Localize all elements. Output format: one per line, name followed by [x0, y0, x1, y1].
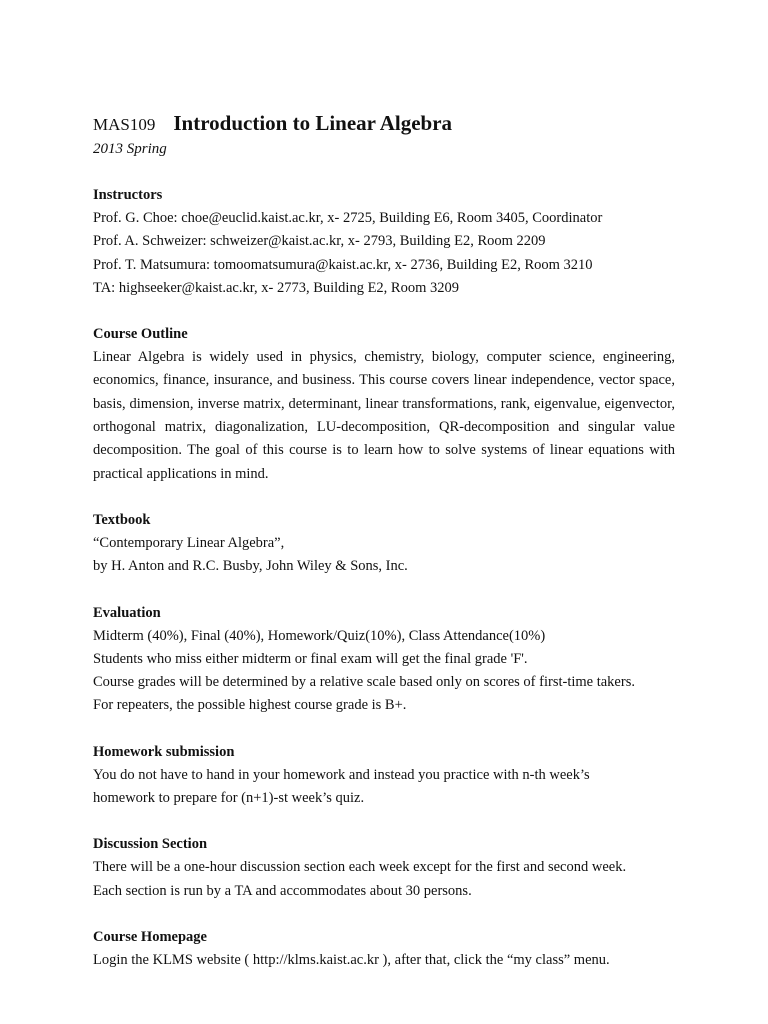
homework-heading: Homework submission [93, 743, 235, 760]
ta-line: TA: highseeker@kaist.ac.kr, x- 2773, Building E2, Room 3209 [93, 279, 460, 296]
textbook-heading: Textbook [93, 511, 151, 528]
instructor-line: Prof. A. Schweizer: schweizer@kaist.ac.kr, x- 2793, Building E2, Room 2209 [93, 233, 546, 250]
evaluation-section [93, 602, 675, 718]
homework-line: You do not have to hand in your homework and instead you practice with n-th week’s [93, 766, 590, 783]
instructor-line: Prof. T. Matsumura: tomoomatsumura@kaist.ac.kr, x- 2736, Building E2, Room 3210 [93, 256, 593, 273]
homepage-line: Login the KLMS website ( http://klms.kaist.ac.kr ), after that, click the “my class” menu. [93, 951, 610, 968]
course-term: 2013 Spring [93, 141, 167, 157]
outline-heading: Course Outline [93, 326, 188, 343]
evaluation-heading: Evaluation [93, 604, 161, 621]
homepage-heading: Course Homepage [93, 928, 207, 945]
homework-line: homework to prepare for (n+1)-st week’s quiz. [93, 790, 365, 807]
instructors-heading: Instructors [93, 187, 163, 203]
course-title: Introduction to Linear Algebra [173, 111, 453, 135]
instructor-line: Prof. G. Choe: choe@euclid.kaist.ac.kr, x- 2725, Building E6, Room 3405, Coordinator [93, 210, 603, 226]
textbook-title: “Contemporary Linear Algebra”, [93, 534, 285, 551]
title-row [93, 108, 675, 138]
syllabus-page [93, 108, 675, 972]
discussion-line: Each section is run by a TA and accommodates about 30 persons. [93, 882, 472, 899]
discussion-heading: Discussion Section [93, 836, 208, 853]
textbook-authors: by H. Anton and R.C. Busby, John Wiley & Sons, Inc. [93, 558, 408, 575]
outline-text: Linear Algebra is widely used in physics, chemistry, biology, computer science, engineering, economics, finance, insurance, and business. This course covers linear independence, vector space, basis, dimension, inverse matrix, determinant, linear transformations, rank, eigenvalue, eigenvector, orthogonal matrix, diagonalization, LU-decomposition, QR-decomposition and singular value decomposition. The goal of this course is to learn how to solve systems of linear equations with practical applications in mind. [93, 349, 675, 482]
evaluation-line: Course grades will be determined by a relative scale based only on scores of first-time takers. [93, 674, 635, 691]
evaluation-line: For repeaters, the possible highest course grade is B+. [93, 697, 407, 714]
instructors-section [93, 184, 675, 300]
evaluation-line: Midterm (40%), Final (40%), Homework/Quiz(10%), Class Attendance(10%) [93, 627, 546, 644]
homework-section [93, 741, 675, 811]
course-code: MAS109 [93, 115, 156, 134]
outline-section [93, 323, 675, 486]
homepage-section [93, 926, 675, 972]
textbook-section [93, 509, 675, 579]
discussion-line: There will be a one-hour discussion section each week except for the first and second week. [93, 859, 627, 876]
evaluation-line: Students who miss either midterm or final exam will get the final grade 'F'. [93, 650, 528, 667]
discussion-section [93, 833, 675, 903]
